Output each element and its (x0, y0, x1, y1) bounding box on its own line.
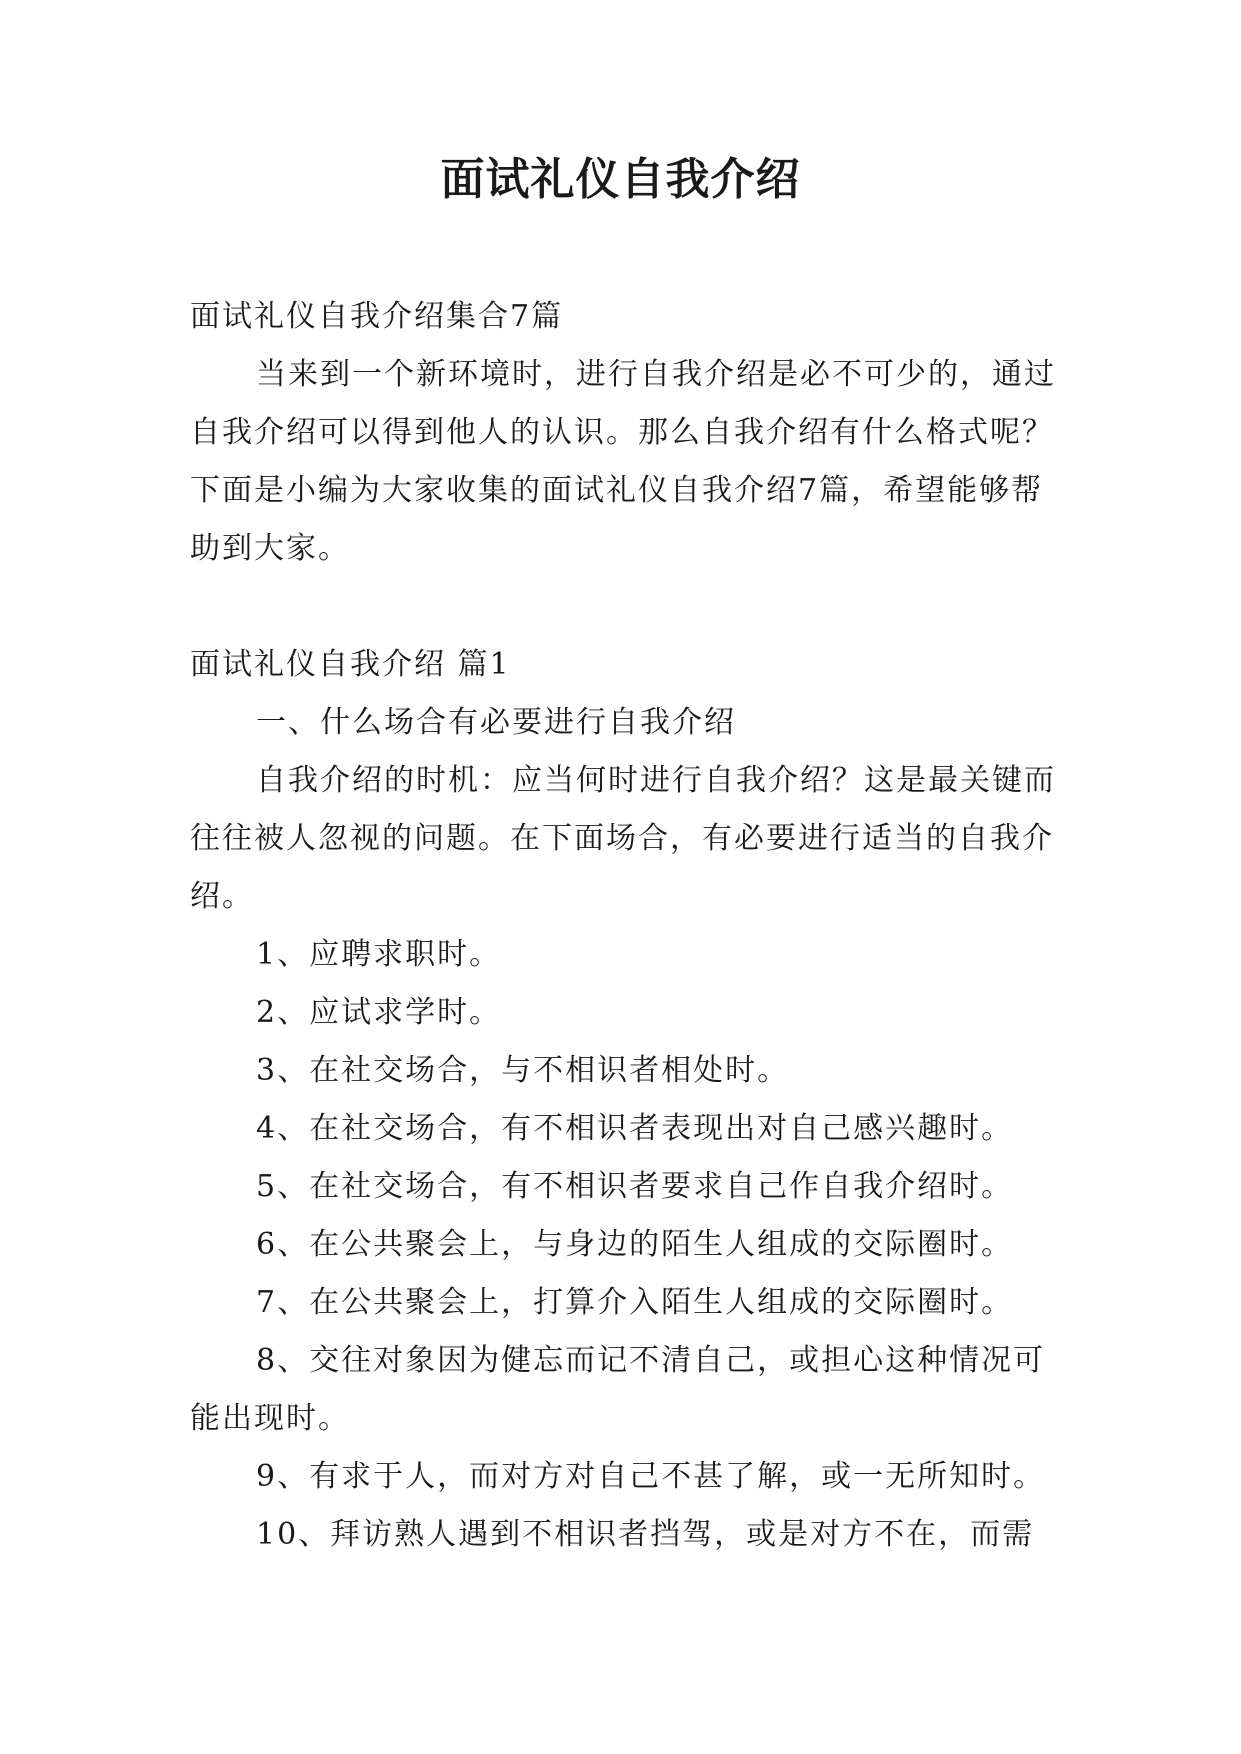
list-item: 2、应试求学时。 (256, 995, 502, 1030)
list-item: 5、在社交场合，有不相识者要求自己作自我介绍时。 (256, 1169, 1014, 1204)
document-subtitle: 面试礼仪自我介绍集合7篇 (190, 299, 564, 334)
list-item: 1、应聘求职时。 (256, 937, 502, 972)
intro-paragraph: 当来到一个新环境时，进行自我介绍是必不可少的，通过自我介绍可以得到他人的认识。那么自我介绍有什么格式呢？下面是小编为大家收集的面试礼仪自我介绍7篇，希望能够帮助到大家。 (190, 357, 1056, 566)
section-paragraph: 自我介绍的时机：应当何时进行自我介绍？这是最关键而往往被人忽视的问题。在下面场合，有必要进行适当的自我介绍。 (190, 763, 1056, 914)
list-item: 4、在社交场合，有不相识者表现出对自己感兴趣时。 (256, 1111, 1014, 1146)
document-body (190, 288, 1060, 1564)
list-item: 7、在公共聚会上，打算介入陌生人组成的交际圈时。 (256, 1285, 1014, 1320)
section-subheading: 一、什么场合有必要进行自我介绍 (256, 705, 736, 740)
list-item: 3、在社交场合，与不相识者相处时。 (256, 1053, 790, 1088)
list-item: 6、在公共聚会上，与身边的陌生人组成的交际圈时。 (256, 1227, 1014, 1262)
document-title: 面试礼仪自我介绍 (440, 154, 801, 205)
list-item: 9、有求于人，而对方对自己不甚了解，或一无所知时。 (256, 1459, 1046, 1494)
list-item: 10、拜访熟人遇到不相识者挡驾，或是对方不在，而需 (256, 1517, 1035, 1552)
section-heading: 面试礼仪自我介绍 篇1 (190, 647, 511, 682)
list-item: 8、交往对象因为健忘而记不清自己，或担心这种情况可能出现时。 (190, 1343, 1046, 1436)
